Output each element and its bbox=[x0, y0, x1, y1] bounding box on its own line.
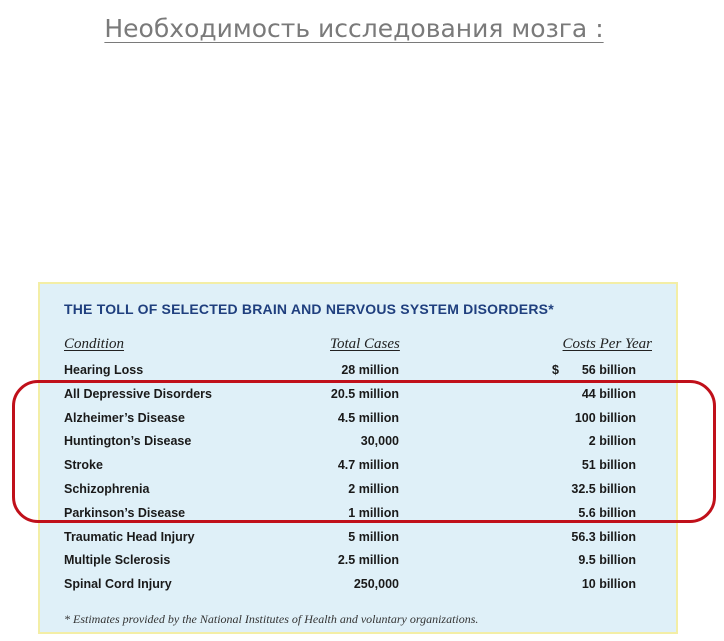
table-row bbox=[40, 551, 676, 575]
cost-cell: 5.6 billion bbox=[578, 505, 636, 520]
cost-cell: 51 billion bbox=[581, 458, 636, 473]
column-header-costs-per-year: Costs Per Year bbox=[562, 336, 652, 352]
cases-cell: 2 million bbox=[348, 481, 399, 496]
table-row bbox=[40, 385, 676, 409]
condition-cell: Parkinson’s Disease bbox=[64, 505, 186, 520]
column-header-total-cases: Total Cases bbox=[330, 336, 400, 352]
cases-cell: 4.7 million bbox=[337, 458, 399, 473]
condition-cell: All Depressive Disorders bbox=[64, 386, 212, 401]
condition-cell: Multiple Sclerosis bbox=[64, 553, 171, 568]
cost-cell: 32.5 billion bbox=[571, 481, 636, 496]
condition-cell: Schizophrenia bbox=[64, 481, 150, 496]
cost-cell: 56.3 billion bbox=[571, 529, 636, 544]
table-footnote: * Estimates provided by the National Institutes of Health and voluntary organizations. bbox=[64, 612, 479, 626]
cost-cell: 100 billion bbox=[574, 410, 636, 425]
condition-cell: Alzheimer’s Disease bbox=[64, 410, 185, 425]
condition-cell: Traumatic Head Injury bbox=[64, 529, 195, 544]
cost-cell: 56 billion bbox=[581, 363, 636, 377]
table-heading: THE TOLL OF SELECTED BRAIN AND NERVOUS SYSTEM DISORDERS* bbox=[64, 301, 554, 317]
table-row bbox=[40, 432, 676, 456]
cost-cell: 2 billion bbox=[588, 434, 636, 449]
table-row bbox=[40, 528, 676, 552]
table-row bbox=[40, 361, 676, 385]
condition-cell: Stroke bbox=[64, 458, 103, 473]
slide-title: Необходимость исследования мозга : bbox=[104, 14, 604, 43]
condition-cell: Spinal Cord Injury bbox=[64, 577, 172, 592]
table-body bbox=[40, 361, 676, 599]
condition-cell: Hearing Loss bbox=[64, 363, 144, 377]
table-row bbox=[40, 504, 676, 528]
table-row bbox=[40, 409, 676, 433]
cases-cell: 5 million bbox=[348, 529, 399, 544]
cases-cell: 20.5 million bbox=[330, 386, 399, 401]
cases-cell: 4.5 million bbox=[337, 410, 399, 425]
column-header-condition: Condition bbox=[64, 336, 125, 352]
cases-cell: 1 million bbox=[348, 505, 399, 520]
cases-cell: 28 million bbox=[341, 363, 399, 377]
cases-cell: 250,000 bbox=[353, 577, 399, 592]
cost-cell: 44 billion bbox=[581, 386, 636, 401]
table-row bbox=[40, 456, 676, 480]
disorders-table-panel bbox=[38, 282, 678, 634]
table-row bbox=[40, 575, 676, 599]
condition-cell: Huntington’s Disease bbox=[64, 434, 192, 449]
table-row bbox=[40, 480, 676, 504]
cases-cell: 2.5 million bbox=[337, 553, 399, 568]
cases-cell: 30,000 bbox=[360, 434, 399, 449]
cost-cell: 10 billion bbox=[581, 577, 636, 592]
currency-symbol: $ bbox=[552, 363, 559, 377]
cost-cell: 9.5 billion bbox=[578, 553, 636, 568]
